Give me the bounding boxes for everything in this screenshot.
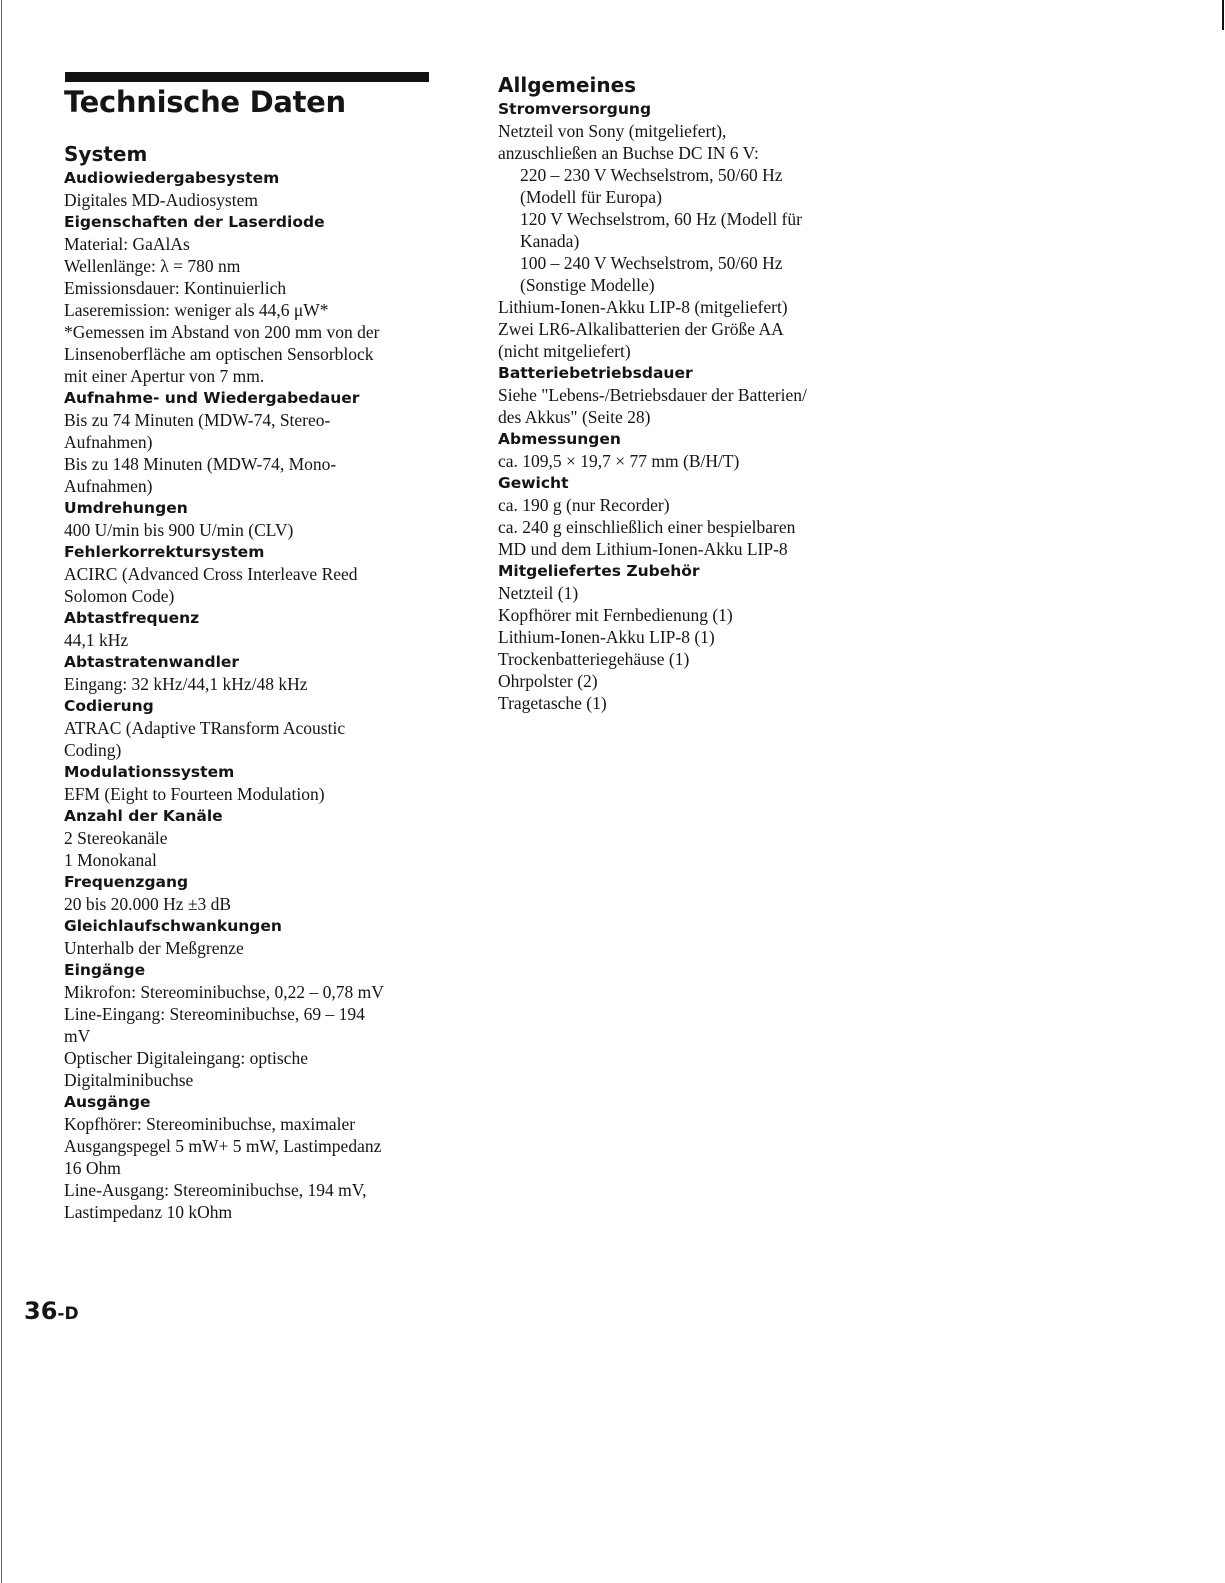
- spec-block: [64, 695, 444, 761]
- spec-block: [498, 472, 898, 560]
- spec-list-general: [498, 362, 898, 714]
- spec-block: [498, 362, 898, 428]
- spec-line: Aufnahmen): [64, 476, 153, 496]
- spec-line: Ohrpolster (2): [498, 671, 598, 691]
- spec-line: Kopfhörer mit Fernbedienung (1): [498, 605, 733, 625]
- spec-line: Laseremission: weniger als 44,6 μW*: [64, 300, 329, 320]
- scan-edge-right: [1222, 0, 1224, 30]
- spec-heading: Abtastfrequenz: [64, 609, 200, 627]
- spec-line: 400 U/min bis 900 U/min (CLV): [64, 520, 294, 540]
- spec-block: [64, 871, 444, 915]
- spec-line: Lastimpedanz 10 kOhm: [64, 1202, 233, 1222]
- spec-heading: Ausgänge: [64, 1093, 151, 1111]
- spec-line: 16 Ohm: [64, 1158, 121, 1178]
- spec-line-indented: 220 – 230 V Wechselstrom, 50/60 Hz: [520, 165, 783, 185]
- title-rule: [65, 72, 429, 82]
- spec-line: Digitales MD-Audiosystem: [64, 190, 258, 210]
- spec-line: EFM (Eight to Fourteen Modulation): [64, 784, 325, 804]
- spec-block: [64, 761, 444, 805]
- spec-heading: Frequenzgang: [64, 873, 189, 891]
- spec-line: Optischer Digitaleingang: optische: [64, 1048, 308, 1068]
- spec-block: [64, 167, 444, 211]
- spec-heading: Gleichlaufschwankungen: [64, 917, 282, 935]
- spec-line-indented: 100 – 240 V Wechselstrom, 50/60 Hz: [520, 253, 783, 273]
- spec-line: 2 Stereokanäle: [64, 828, 168, 848]
- spec-line: ca. 190 g (nur Recorder): [498, 495, 670, 515]
- spec-block: [64, 1091, 444, 1223]
- spec-line: Zwei LR6-Alkalibatterien der Größe AA: [498, 319, 784, 339]
- spec-line: Line-Eingang: Stereominibuchse, 69 – 194: [64, 1004, 365, 1024]
- spec-heading: Aufnahme- und Wiedergabedauer: [64, 389, 360, 407]
- spec-line: anzuschließen an Buchse DC IN 6 V:: [498, 143, 759, 163]
- page-number-suffix: -D: [57, 1304, 79, 1324]
- spec-heading: Anzahl der Kanäle: [64, 807, 223, 825]
- spec-heading: Mitgeliefertes Zubehör: [498, 562, 700, 580]
- spec-line: Linsenoberfläche am optischen Sensorblock: [64, 344, 374, 364]
- spec-heading: Gewicht: [498, 474, 569, 492]
- spec-line-indented: 120 V Wechselstrom, 60 Hz (Modell für: [520, 209, 802, 229]
- spec-line: Coding): [64, 740, 122, 760]
- left-column: [64, 141, 444, 1223]
- page-number-value: 36: [24, 1297, 58, 1325]
- spec-heading: Batteriebetriebsdauer: [498, 364, 693, 382]
- spec-line: mV: [64, 1026, 91, 1046]
- spec-block-power: [498, 98, 898, 362]
- spec-line: Lithium-Ionen-Akku LIP-8 (1): [498, 627, 715, 647]
- right-column: [498, 72, 898, 714]
- page-title: Technische Daten: [64, 85, 346, 119]
- spec-line-indented: (Sonstige Modelle): [520, 275, 655, 295]
- spec-line: (nicht mitgeliefert): [498, 341, 631, 361]
- spec-line: Line-Ausgang: Stereominibuchse, 194 mV,: [64, 1180, 367, 1200]
- spec-heading: Abtastratenwandler: [64, 653, 240, 671]
- scan-edge-left: [1, 0, 2, 1583]
- spec-line: Unterhalb der Meßgrenze: [64, 938, 244, 958]
- spec-list-system: [64, 167, 444, 1223]
- spec-line: Digitalminibuchse: [64, 1070, 194, 1090]
- spec-heading: Eingänge: [64, 961, 146, 979]
- spec-line: *Gemessen im Abstand von 200 mm von der: [64, 322, 380, 342]
- spec-block: [64, 805, 444, 871]
- spec-block: [498, 560, 898, 714]
- spec-heading: Modulationssystem: [64, 763, 235, 781]
- spec-line: des Akkus" (Seite 28): [498, 407, 651, 427]
- spec-block: [64, 651, 444, 695]
- spec-block: [64, 211, 444, 387]
- spec-line: Material: GaAlAs: [64, 234, 190, 254]
- spec-block: [64, 541, 444, 607]
- spec-block: [64, 915, 444, 959]
- spec-line: Ausgangspegel 5 mW+ 5 mW, Lastimpedanz: [64, 1136, 382, 1156]
- spec-line: Netzteil (1): [498, 583, 579, 603]
- spec-line: ca. 109,5 × 19,7 × 77 mm (B/H/T): [498, 451, 740, 471]
- spec-heading: Abmessungen: [498, 430, 621, 448]
- spec-line: Eingang: 32 kHz/44,1 kHz/48 kHz: [64, 674, 308, 694]
- spec-line: MD und dem Lithium-Ionen-Akku LIP-8: [498, 539, 788, 559]
- spec-line: Aufnahmen): [64, 432, 153, 452]
- spec-line: ATRAC (Adaptive TRansform Acoustic: [64, 718, 346, 738]
- spec-heading: Fehlerkorrektursystem: [64, 543, 265, 561]
- spec-line: Mikrofon: Stereominibuchse, 0,22 – 0,78 mV: [64, 982, 384, 1002]
- spec-block: [64, 497, 444, 541]
- spec-line: ACIRC (Advanced Cross Interleave Reed: [64, 564, 358, 584]
- spec-line: Kopfhörer: Stereominibuchse, maximaler: [64, 1114, 356, 1134]
- spec-line: Bis zu 148 Minuten (MDW-74, Mono-: [64, 454, 337, 474]
- spec-line: Solomon Code): [64, 586, 175, 606]
- spec-block: [64, 607, 444, 651]
- spec-line: ca. 240 g einschließlich einer bespielbaren: [498, 517, 796, 537]
- spec-line: Netzteil von Sony (mitgeliefert),: [498, 121, 727, 141]
- spec-line: Wellenlänge: λ = 780 nm: [64, 256, 241, 276]
- spec-heading: Audiowiedergabesystem: [64, 169, 280, 187]
- page-number: [24, 1296, 79, 1329]
- spec-line-indented: (Modell für Europa): [520, 187, 662, 207]
- spec-line: Lithium-Ionen-Akku LIP-8 (mitgeliefert): [498, 297, 788, 317]
- section-title-general: Allgemeines: [498, 73, 637, 97]
- spec-line: Emissionsdauer: Kontinuierlich: [64, 278, 287, 298]
- spec-block: [498, 428, 898, 472]
- spec-line: mit einer Apertur von 7 mm.: [64, 366, 265, 386]
- section-title-system: System: [64, 142, 148, 166]
- spec-heading: Eigenschaften der Laserdiode: [64, 213, 325, 231]
- spec-line-indented: Kanada): [520, 231, 580, 251]
- spec-heading: Umdrehungen: [64, 499, 188, 517]
- spec-line: 20 bis 20.000 Hz ±3 dB: [64, 894, 232, 914]
- spec-line: Siehe "Lebens-/Betriebsdauer der Batterien/: [498, 385, 807, 405]
- spec-heading: Codierung: [64, 697, 154, 715]
- spec-line: 44,1 kHz: [64, 630, 129, 650]
- spec-line: 1 Monokanal: [64, 850, 157, 870]
- spec-line: Trockenbatteriegehäuse (1): [498, 649, 690, 669]
- spec-line: Tragetasche (1): [498, 693, 607, 713]
- spec-block: [64, 959, 444, 1091]
- spec-block: [64, 387, 444, 497]
- spec-line: Bis zu 74 Minuten (MDW-74, Stereo-: [64, 410, 331, 430]
- spec-heading: Stromversorgung: [498, 100, 652, 118]
